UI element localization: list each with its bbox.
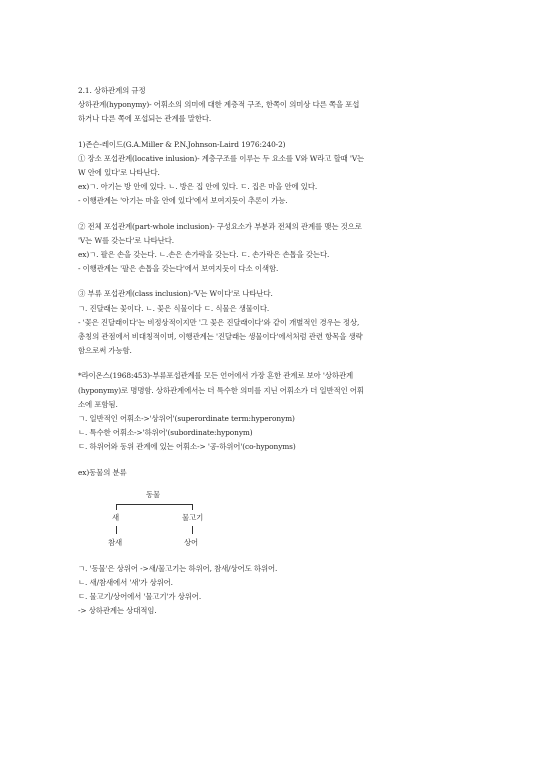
example-title: ex)동물의 분류 [78,467,127,477]
note-line-4: -> 상하관계는 상대적임. [78,606,157,616]
subsection-title: 1)존슨-레이드(G.A.Miller & P.N.Johnson-Laird 1976:240-2) [78,139,286,149]
tree-branch-right-child [192,526,193,534]
sec3-line-1: ③ 부류 포섭관계(class inclusion)-'V는 W이다'로 나타난다. [78,289,273,299]
sec1-line-3: ex)ㄱ. 아기는 방 안에 있다. ㄴ. 방은 집 안에 있다. ㄷ. 집은 마을 안에 있다. [78,182,318,192]
sec1-line-2: W 안에 있다'로 나타난다. [78,168,160,178]
tree-branch-left-drop [116,504,117,510]
sec3-line-5: 함으로써 가능함. [78,346,132,356]
sec2-line-3: ex)ㄱ. 팔은 손을 갖는다. ㄴ.손은 손가락을 갖는다. ㄷ. 손가락은 손톱을 갖는다. [78,250,330,260]
intro-line-1: 상하관계(hyponymy)- 어휘소의 의미에 대한 계층적 구조, 한쪽이 의미상 다른 쪽을 포섭 [78,100,360,110]
sec2-line-1: ② 전체 포섭관계(part-whole inclusion)- 구성요소가 부분과 전체의 관계를 맺는 것으로 [78,221,362,231]
sec2-line-4: - 이행관계는 '팔은 손톱을 갖는다'에서 보여지듯이 다소 이색함. [78,264,279,274]
note-line-2: ㄴ. 새/참새에서 '새'가 상위어. [78,578,173,588]
tree-node-left: 새 [112,512,120,522]
tree-node-right: 물고기 [182,512,204,522]
sec3-line-2: ㄱ. 진달래는 꽃이다. ㄴ. 꽃은 식물이다 ㄷ. 식물은 생물이다. [78,303,270,313]
sec3-line-3: - '꽃은 진달래이다'는 비정상적이지만 '그 꽃은 진달래이다'와 같이 개별적인 경우는 정상, [78,317,360,327]
sec4-line-4: ㄱ. 일반적인 어휘소->'상위어'(superordinate term:hyperonym) [78,414,295,424]
sec3-line-4: 총칭의 관점에서 비대칭적이며, 이행관계는 '진달래는 생물이다'에서처럼 관련 항목을 생략 [78,332,363,342]
sec4-line-5: ㄴ. 특수한 어휘소->'하위어'(subordinate:hyponym) [78,428,253,438]
sec1-line-4: - 이행관계는 '아기는 마을 안에 있다'에서 보여지듯이 추론이 가능. [78,196,288,206]
document-body [78,84,478,619]
tree-node-right-child: 상어 [184,537,199,547]
sec1-line-1: ① 장소 포섭관계(locative inlusion)- 계층구조를 이루는 두 요소를 V와 W라고 할때 'V는 [78,153,365,163]
sec4-line-1: *라이온스(1968:453)-부류포섭관계를 모든 언어에서 가장 흔한 관계로 보아 '상하관계 [78,371,354,381]
tree-node-root: 동물 [146,489,161,499]
intro-line-2: 하거나 다른 쪽에 포섭되는 관계를 말한다. [78,114,212,124]
sec4-line-6: ㄷ. 하위어와 동위 관계에 있는 어휘소-> '공-하위어'(co-hyponyms) [78,442,296,452]
taxonomy-tree-diagram [106,486,506,556]
tree-node-left-child: 참새 [108,537,123,547]
note-line-3: ㄷ. 물고기/상어에서 '물고기'가 상위어. [78,592,202,602]
sec4-line-2: (hyponymy)로 명명함. 상하관계에서는 더 특수한 의미를 지닌 어휘소가 더 일반적인 어휘 [78,385,364,395]
note-line-1: ㄱ. '동물'은 상위어 ->새/물고기는 하위어, 참새/상어도 하위어. [78,563,278,573]
tree-branch-horizontal [116,504,192,505]
section-heading: 2.1. 상하관계의 규정 [78,86,146,95]
tree-branch-right-drop [192,504,193,510]
sec2-line-2: 'V는 W를 갖는다'로 나타난다. [78,235,174,245]
tree-branch-left-child [116,526,117,534]
sec4-line-3: 소에 포함됨. [78,399,118,409]
